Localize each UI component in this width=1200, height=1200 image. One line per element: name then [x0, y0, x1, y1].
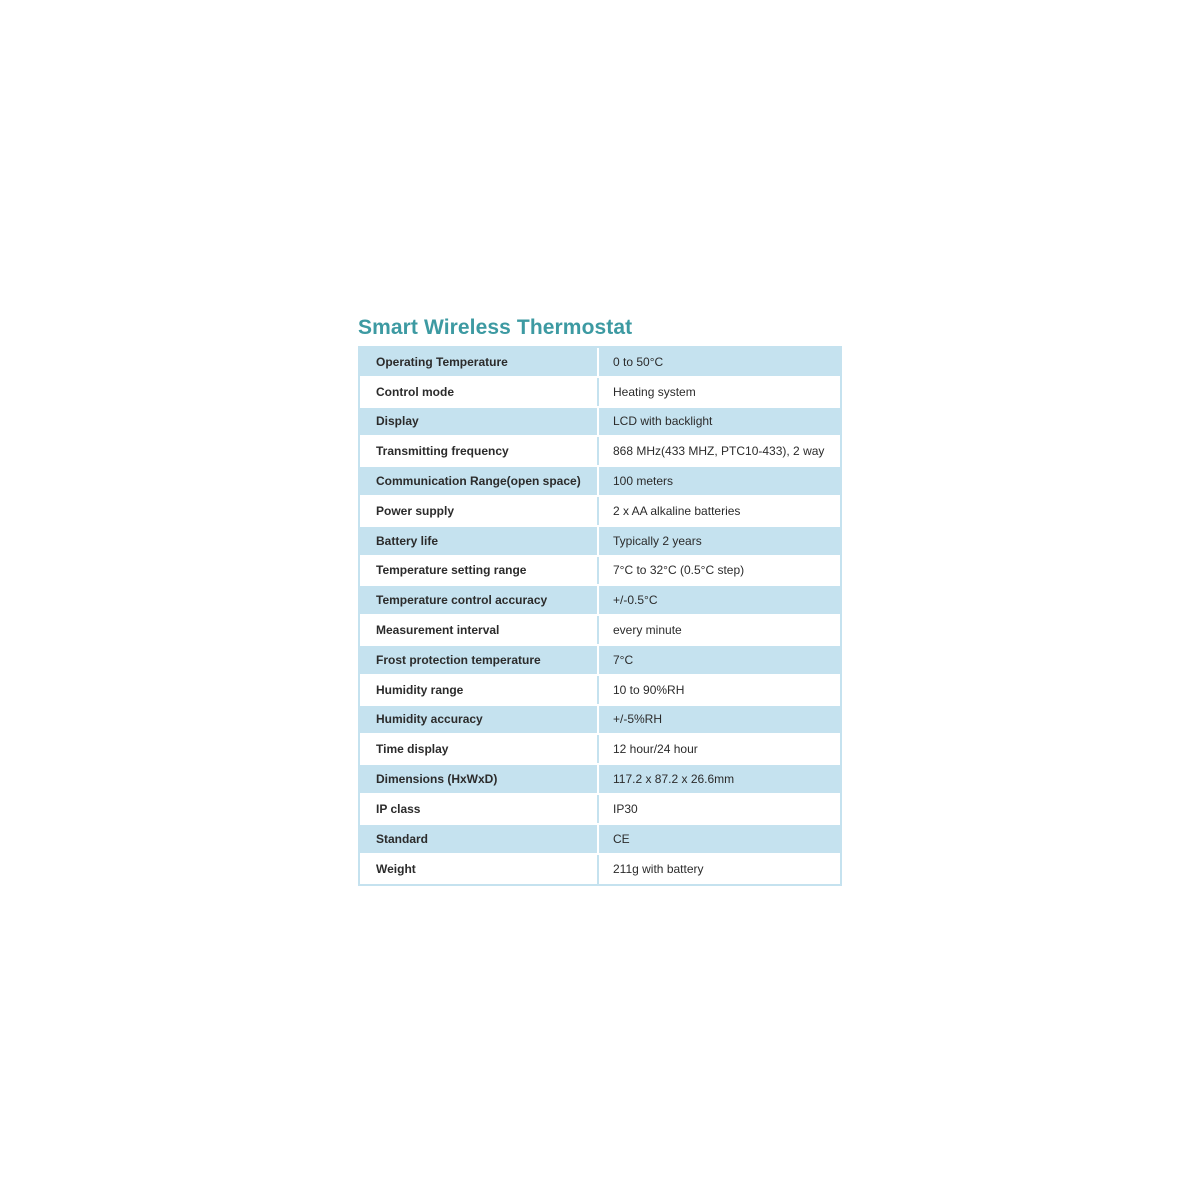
- spec-value: +/-0.5°C: [613, 593, 658, 608]
- spec-value: 0 to 50°C: [613, 354, 664, 369]
- table-row: [360, 497, 840, 527]
- spec-value: 868 MHz(433 MHZ, PTC10-433), 2 way: [613, 444, 825, 459]
- table-row: [360, 855, 840, 885]
- table-row: [360, 706, 840, 736]
- spec-sheet: [358, 314, 842, 886]
- spec-value: every minute: [613, 623, 682, 638]
- spec-value: 100 meters: [613, 474, 674, 489]
- table-row: [360, 676, 840, 706]
- table-row: [360, 527, 840, 557]
- table-row: [360, 437, 840, 467]
- table-row: [360, 795, 840, 825]
- table-row: [360, 825, 840, 855]
- spec-label: Transmitting frequency: [360, 437, 599, 465]
- table-row: [360, 735, 840, 765]
- table-row: [360, 408, 840, 438]
- spec-label: Operating Temperature: [360, 348, 599, 376]
- spec-value: IP30: [613, 801, 638, 816]
- spec-label: Standard: [360, 825, 599, 853]
- table-row: [360, 348, 840, 378]
- spec-table: [358, 346, 842, 886]
- spec-label: Battery life: [360, 527, 599, 555]
- spec-value: LCD with backlight: [613, 414, 713, 429]
- table-row: [360, 378, 840, 408]
- table-row: [360, 586, 840, 616]
- spec-label: Control mode: [360, 378, 599, 406]
- spec-label: Humidity range: [360, 676, 599, 704]
- spec-label: Frost protection temperature: [360, 646, 599, 674]
- spec-label: Power supply: [360, 497, 599, 525]
- spec-label: Measurement interval: [360, 616, 599, 644]
- page-title: Smart Wireless Thermostat: [358, 316, 633, 339]
- spec-value: 2 x AA alkaline batteries: [613, 503, 741, 518]
- table-row: [360, 467, 840, 497]
- spec-label: Temperature control accuracy: [360, 586, 599, 614]
- spec-label: Communication Range(open space): [360, 467, 599, 495]
- table-row: [360, 616, 840, 646]
- spec-value: Typically 2 years: [613, 533, 702, 548]
- spec-value: CE: [613, 831, 630, 846]
- spec-label: Dimensions (HxWxD): [360, 765, 599, 793]
- spec-label: Display: [360, 408, 599, 436]
- spec-label: Time display: [360, 735, 599, 763]
- spec-value: Heating system: [613, 384, 696, 399]
- spec-label: Weight: [360, 855, 599, 885]
- spec-label: Temperature setting range: [360, 557, 599, 585]
- spec-value: 7°C to 32°C (0.5°C step): [613, 563, 745, 578]
- spec-value: +/-5%RH: [613, 712, 663, 727]
- spec-label: Humidity accuracy: [360, 706, 599, 734]
- spec-value: 7°C: [613, 652, 634, 667]
- spec-label: IP class: [360, 795, 599, 823]
- table-row: [360, 557, 840, 587]
- spec-value: 211g with battery: [613, 862, 704, 877]
- spec-value: 10 to 90%RH: [613, 682, 685, 697]
- table-row: [360, 765, 840, 795]
- spec-value: 117.2 x 87.2 x 26.6mm: [613, 772, 735, 787]
- table-row: [360, 646, 840, 676]
- spec-value: 12 hour/24 hour: [613, 742, 698, 757]
